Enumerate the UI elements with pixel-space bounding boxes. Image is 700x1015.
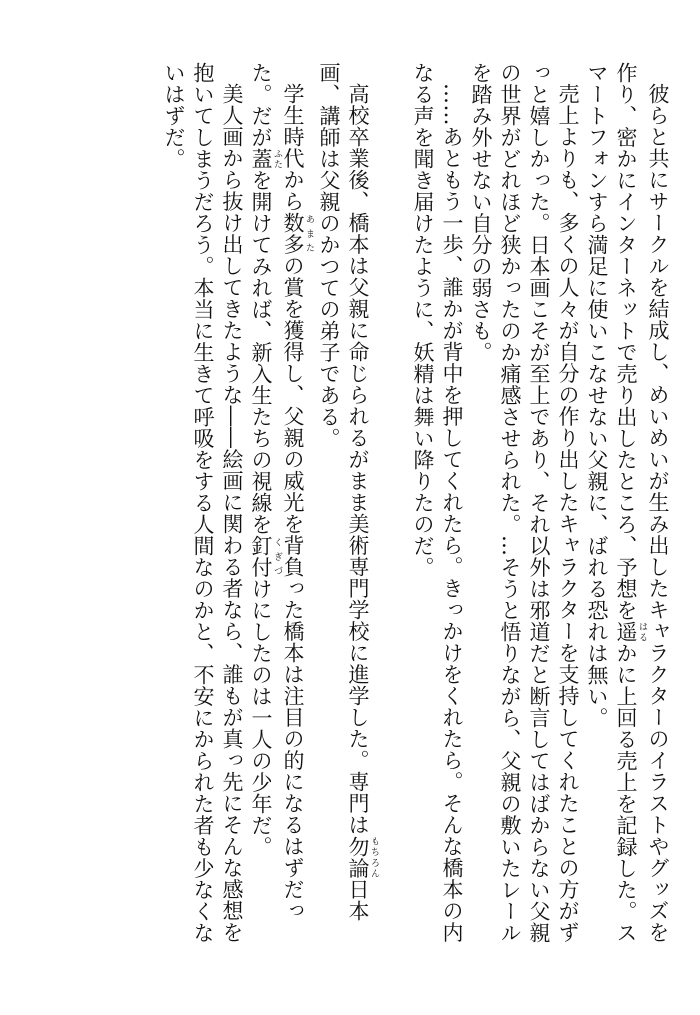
paragraph (408, 62, 466, 962)
ruby-base: 遥 (614, 621, 638, 643)
ruby-word (614, 621, 647, 643)
ruby-word (281, 212, 314, 255)
ruby-base: 勿論 (346, 835, 370, 879)
ruby-base: 蓋 (249, 148, 273, 170)
paragraph (159, 62, 246, 962)
text-run: 売上よりも、多くの人々が自分の作り出したキャラクターを支持してくれたことの方がずっと嬉しかった。日本画こそが至上であり、それ以外は邪道だと断言してはばからない父親の世界がどれほど狭かったのか痛感させられた。…そうと悟りながら、父親の敷いたレールを踏み外せない自分の弱さも。 (469, 62, 580, 944)
ruby-reading: ふた (272, 148, 282, 170)
text-run: 日本画、講師は父親のかつての弟子である。 (317, 62, 370, 922)
paragraph (246, 62, 314, 962)
paragraph-break (379, 62, 408, 962)
ruby-word (249, 148, 282, 170)
text-run: の賞を獲得し、父親の威光を背負った橋本は注目の的になるはずだった。だが (249, 62, 305, 922)
vertical-text-body (32, 62, 672, 962)
paragraph (466, 62, 582, 962)
ruby-base: 数多 (281, 212, 305, 255)
text-run: 高校卒業後、橋本は父親に命じられるがまま美術専門学校に進学した。専門は (346, 83, 370, 836)
paragraph (582, 62, 672, 962)
paragraph (314, 62, 379, 962)
text-run: かに上回る売上を記録した。スマートフォンすら満足に使いこなせない父親に、ばれる恐れは無い。 (585, 62, 638, 944)
ruby-base: 釘付 (249, 535, 273, 578)
text-run: を開けてみれば、新入生たちの視線を (249, 169, 273, 535)
ruby-reading: くぎづ (272, 535, 282, 578)
ruby-reading: はる (637, 621, 647, 643)
text-run: 彼らと共にサークルを結成し、めいめいが生み出したキャラクターのイラストやグッズを作り、密かにインターネットで売り出したところ、予想を (614, 62, 670, 943)
text-run: 学生時代から (281, 83, 305, 212)
ruby-word (346, 835, 379, 879)
ruby-reading: あまた (304, 212, 314, 255)
ruby-word (249, 535, 282, 578)
ruby-reading: もちろん (369, 835, 379, 879)
text-run: けにしたのは一人の少年だ。 (249, 578, 273, 858)
text-run: ……あともう一歩、誰かが背中を押してくれたら。きっかけをくれたら。そんな橋本の内なる声を聞き届けたように、妖精は舞い降りたのだ。 (411, 62, 464, 943)
text-run: 美人画から抜け出してきたような――絵画に関わる者なら、誰もが真っ先にそんな感想を抱いてしまうだろう。本当に生きて呼吸をする人間なのかと、不安にかられた者も少なくないはずだ。 (162, 62, 244, 944)
